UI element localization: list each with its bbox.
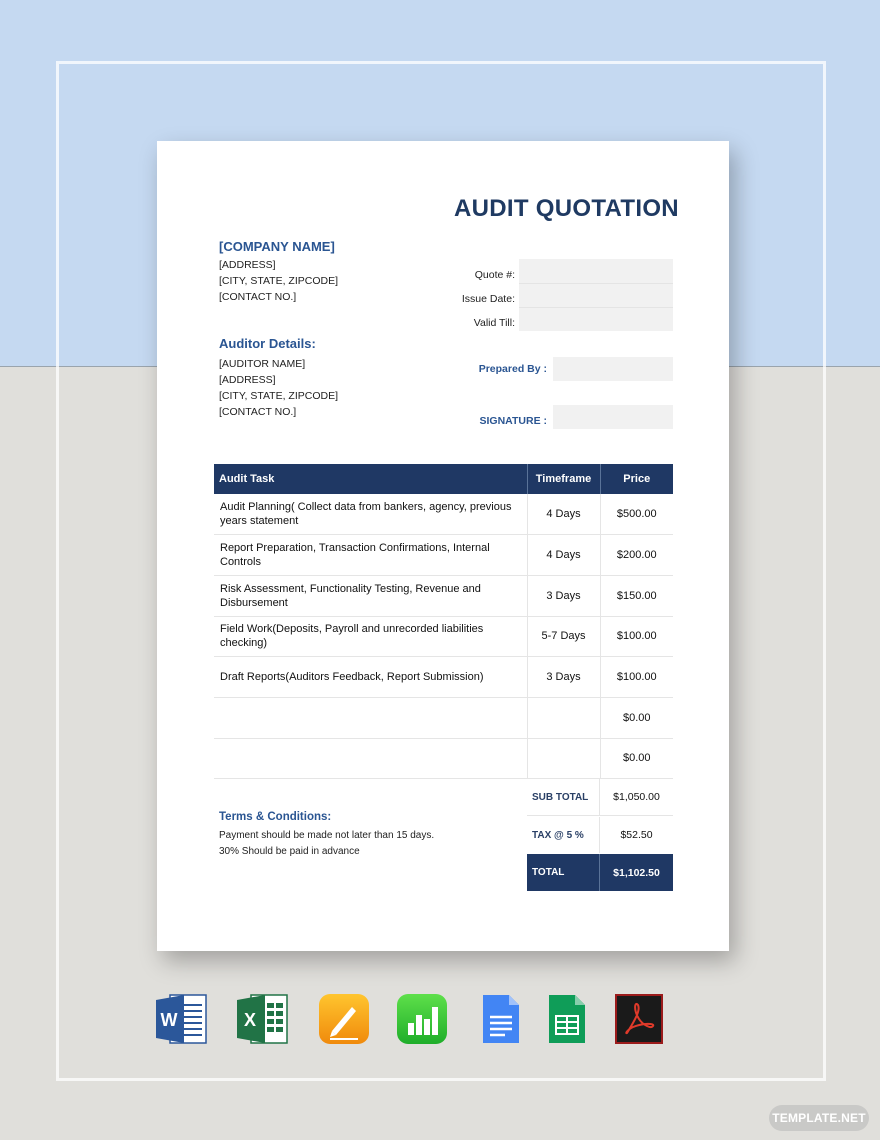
document-title: AUDIT QUOTATION — [454, 195, 679, 222]
timeframe-cell: 4 Days — [527, 535, 600, 576]
prepared-by-field[interactable] — [553, 357, 673, 381]
auditor-name: [AUDITOR NAME] — [219, 358, 306, 370]
auditor-contact: [CONTACT NO.] — [219, 406, 297, 418]
task-cell: Report Preparation, Transaction Confirmations, Internal Controls — [214, 535, 527, 576]
task-cell: Field Work(Deposits, Payroll and unrecorded liabilities checking) — [214, 616, 527, 657]
tax-label: TAX @ 5 % — [527, 817, 600, 853]
total-label: TOTAL — [527, 854, 600, 891]
table-row — [214, 657, 673, 698]
subtotal-row — [527, 779, 673, 816]
timeframe-cell: 3 Days — [527, 657, 600, 698]
google-sheets-icon[interactable] — [543, 993, 595, 1045]
pdf-icon[interactable] — [613, 993, 665, 1045]
format-icons — [0, 993, 880, 1049]
tax-value: $52.50 — [620, 829, 653, 841]
numbers-icon[interactable] — [396, 993, 448, 1045]
valid-till-field[interactable] — [519, 307, 673, 331]
total-value: $1,102.50 — [613, 866, 660, 879]
word-icon[interactable] — [156, 993, 208, 1045]
valid-till-label: Valid Till: — [473, 317, 515, 329]
document-page — [157, 141, 729, 951]
total-row — [527, 854, 673, 891]
company-address-block — [219, 257, 338, 305]
svg-text:X: X — [243, 1010, 257, 1030]
audit-task-table — [214, 464, 673, 779]
signature-label: SIGNATURE : — [479, 415, 547, 427]
task-cell: Risk Assessment, Functionality Testing, Revenue and Disbursement — [214, 575, 527, 616]
price-cell: $200.00 — [600, 535, 673, 576]
timeframe-cell — [527, 738, 600, 779]
prepared-by-label: Prepared By : — [478, 363, 547, 375]
subtotal-label: SUB TOTAL — [527, 779, 600, 815]
header-price: Price — [600, 464, 673, 494]
table-row — [214, 738, 673, 779]
table-row — [214, 616, 673, 657]
subtotal-value: $1,050.00 — [613, 791, 660, 803]
price-cell: $100.00 — [600, 616, 673, 657]
price-cell: $100.00 — [600, 657, 673, 698]
terms-line-1: Payment should be made not later than 15 days. — [219, 830, 435, 841]
task-cell: Audit Planning( Collect data from bankers, agency, previous years statement — [214, 494, 527, 535]
excel-icon[interactable] — [237, 993, 289, 1045]
task-cell: Draft Reports(Auditors Feedback, Report Submission) — [214, 657, 527, 698]
issue-date-label: Issue Date: — [461, 293, 515, 305]
company-city: [CITY, STATE, ZIPCODE] — [219, 275, 339, 287]
price-cell: $0.00 — [600, 738, 673, 779]
header-audit-task: Audit Task — [214, 464, 527, 494]
quote-number-label: Quote #: — [474, 269, 515, 281]
issue-date-field[interactable] — [519, 283, 673, 307]
quote-number-field[interactable] — [519, 259, 673, 283]
task-cell — [214, 697, 527, 738]
google-docs-icon[interactable] — [475, 993, 527, 1045]
price-cell: $150.00 — [600, 575, 673, 616]
auditor-address-block — [219, 356, 338, 420]
timeframe-cell — [527, 697, 600, 738]
timeframe-cell: 4 Days — [527, 494, 600, 535]
price-cell: $0.00 — [600, 697, 673, 738]
terms-heading: Terms & Conditions: — [219, 811, 332, 823]
task-cell — [214, 738, 527, 779]
table-header-row — [214, 464, 673, 494]
header-timeframe: Timeframe — [527, 464, 600, 494]
company-address: [ADDRESS] — [219, 259, 276, 271]
auditor-address: [ADDRESS] — [219, 374, 276, 386]
terms-line-2: 30% Should be paid in advance — [219, 846, 360, 857]
svg-text:W: W — [160, 1010, 178, 1030]
timeframe-cell: 5-7 Days — [527, 616, 600, 657]
table-row — [214, 535, 673, 576]
company-name: [COMPANY NAME] — [219, 239, 335, 254]
table-row — [214, 494, 673, 535]
timeframe-cell: 3 Days — [527, 575, 600, 616]
price-cell: $500.00 — [600, 494, 673, 535]
table-row — [214, 575, 673, 616]
auditor-city: [CITY, STATE, ZIPCODE] — [219, 390, 339, 402]
company-contact: [CONTACT NO.] — [219, 291, 297, 303]
template-net-badge[interactable]: TEMPLATE.NET — [769, 1105, 869, 1131]
tax-row — [527, 817, 673, 853]
signature-field[interactable] — [553, 405, 673, 429]
table-row — [214, 697, 673, 738]
auditor-details-heading: Auditor Details: — [219, 336, 316, 351]
pages-icon[interactable] — [318, 993, 370, 1045]
terms-block — [219, 828, 434, 860]
